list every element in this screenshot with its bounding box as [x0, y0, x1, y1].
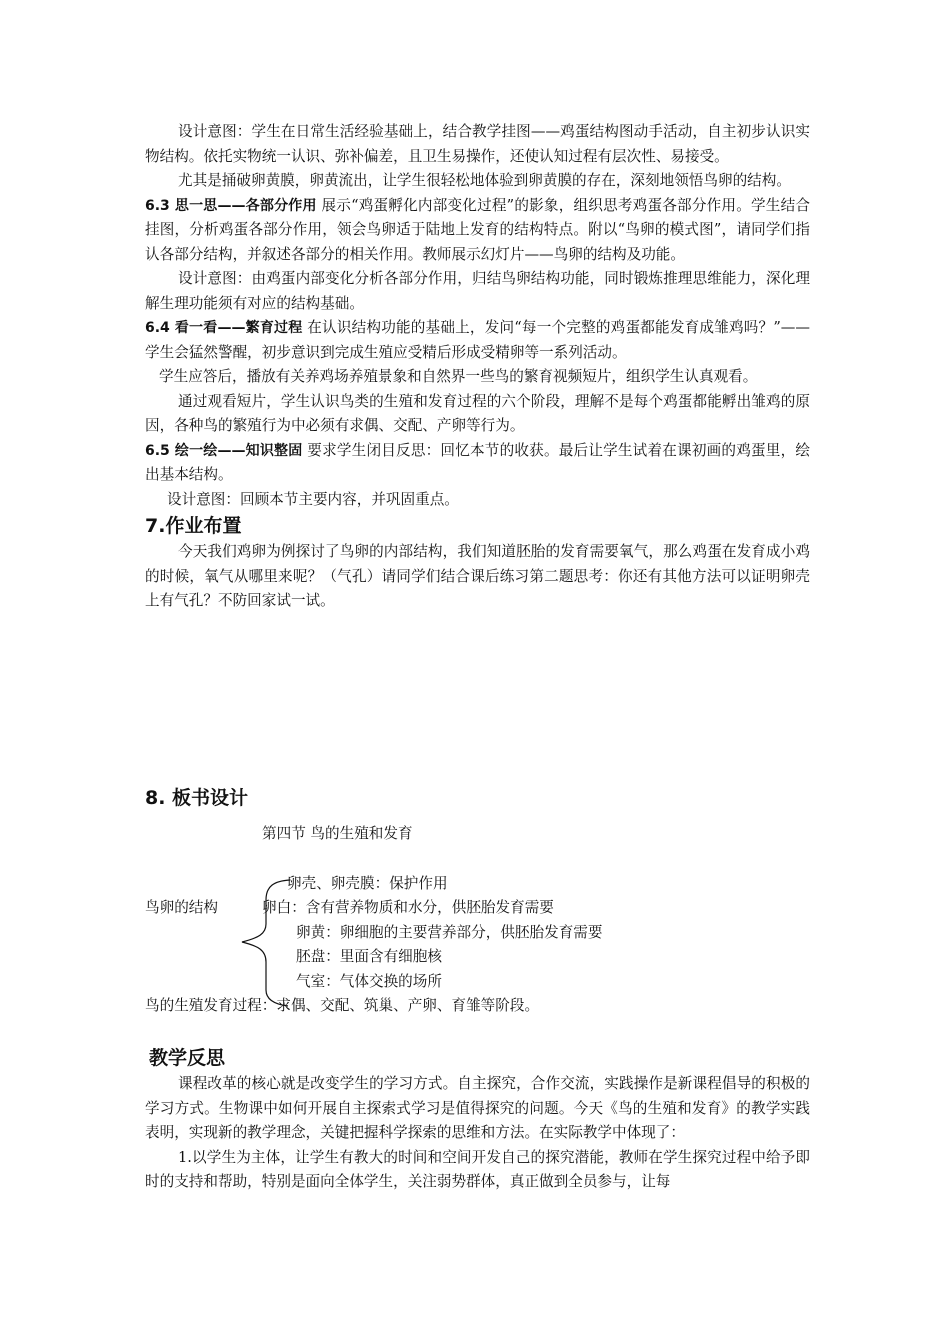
reflection-heading: 教学反思 — [149, 1047, 226, 1069]
curly-brace — [238, 872, 298, 1017]
section-6-4 — [145, 316, 810, 365]
board-item-yolk: 卵黄：卵细胞的主要营养部分，供胚胎发育需要 — [296, 924, 603, 941]
section-7-heading: 7.作业布置 — [145, 515, 242, 537]
design-intent-paragraph: 设计意图：回顾本节主要内容，并巩固重点。 — [167, 490, 459, 508]
process-line — [145, 994, 539, 1019]
process-label: 鸟的生殖发育过程： — [145, 997, 277, 1014]
board-item-germinal-disc: 胚盘：里面含有细胞核 — [296, 948, 442, 965]
section-6-5 — [145, 439, 810, 488]
section-6-4-body: 在认识结构功能的基础上，发问“每一个完整的鸡蛋都能发育成雏鸡吗？”——学生会猛然警醒，初步意识到完成生殖应受精后形成受精卵等一系列活动。 — [145, 319, 810, 361]
section-7-body: 今天我们鸡卵为例探讨了鸟卵的内部结构，我们知道胚胎的发育需要氧气，那么鸡蛋在发育成小鸡的时候，氧气从哪里来呢？（气孔）请同学们结合课后练习第二题思考：你还有其他方法可以证明卵壳上有气孔？不防回家试一试。 — [145, 543, 810, 609]
process-text: 求偶、交配、筑巢、产卵、育雏等阶段。 — [276, 997, 540, 1014]
document-page — [145, 120, 810, 614]
board-title: 第四节 鸟的生殖和发育 — [262, 825, 413, 842]
section-6-4-paragraph-3: 通过观看短片，学生认识鸟类的生殖和发育过程的六个阶段，理解不是每个鸡蛋都能孵出雏鸡的原因，各种鸟的繁殖行为中必须有求偶、交配、产卵等行为。 — [145, 392, 810, 434]
design-intent-paragraph: 设计意图：学生在日常生活经验基础上，结合教学挂图——鸡蛋结构图动手活动，自主初步认识实物结构。依托实物统一认识、弥补偏差，且卫生易操作，还使认知过程有层次性、易接受。 — [145, 123, 810, 165]
board-item-shell: 卵壳、卵壳膜：保护作用 — [287, 875, 448, 892]
section-6-3 — [145, 194, 810, 268]
board-item-air-cell: 气室：气体交换的场所 — [296, 973, 442, 990]
section-8-heading: 8. 板书设计 — [145, 787, 249, 809]
reflection-section — [145, 1044, 810, 1195]
section-6-5-body: 要求学生闭目反思：回忆本节的收获。最后让学生试着在课初画的鸡蛋里，绘出基本结构。 — [145, 441, 810, 483]
section-6-3-body: 展示“鸡蛋孵化内部变化过程”的影象，组织思考鸡蛋各部分作用。学生结合挂图，分析鸡蛋各部分作用，领会鸟卵适于陆地上发育的结构特点。附以“鸟卵的模式图”，请同学们指认各部分结构，并叙述各部分的相关作用。教师展示幻灯片——鸟卵的结构及功能。 — [145, 196, 810, 263]
design-intent-paragraph: 设计意图：由鸡蛋内部变化分析各部分作用，归结鸟卵结构功能，同时锻炼推理思维能力，深化理解生理功能须有对应的结构基础。 — [145, 270, 810, 312]
note-paragraph: 尤其是捅破卵黄膜，卵黄流出，让学生很轻松地体验到卵黄膜的存在，深刻地领悟鸟卵的结构。 — [178, 172, 791, 189]
section-6-3-heading: 6.3 思一思——各部分作用 — [145, 197, 317, 214]
board-item-albumen: 卵白：含有营养物质和水分，供胚胎发育需要 — [262, 899, 554, 916]
egg-structure-label: 鸟卵的结构 — [145, 899, 218, 916]
reflection-paragraph-1: 课程改革的核心就是改变学生的学习方式。自主探究，合作交流，实践操作是新课程倡导的积极的学习方式。生物课中如何开展自主探索式学习是值得探究的问题。今天《鸟的生殖和发育》的教学实践表明，实现新的教学理念，关键把握科学探索的思维和方法。在实际教学中体现了： — [145, 1075, 810, 1141]
reflection-paragraph-2: 1.以学生为主体，让学生有教大的时间和空间开发自己的探究潜能，教师在学生探究过程中给予即时的支持和帮助，特别是面向全体学生，关注弱势群体，真正做到全员参与，让每 — [145, 1148, 810, 1190]
section-6-5-heading: 6.5 绘一绘——知识整固 — [145, 442, 303, 459]
section-6-4-heading: 6.4 看一看——繁育过程 — [145, 320, 303, 336]
section-6-4-paragraph-2: 学生应答后，播放有关养鸡场养殖景象和自然界一些鸟的繁育视频短片，组织学生认真观看。 — [159, 368, 758, 385]
